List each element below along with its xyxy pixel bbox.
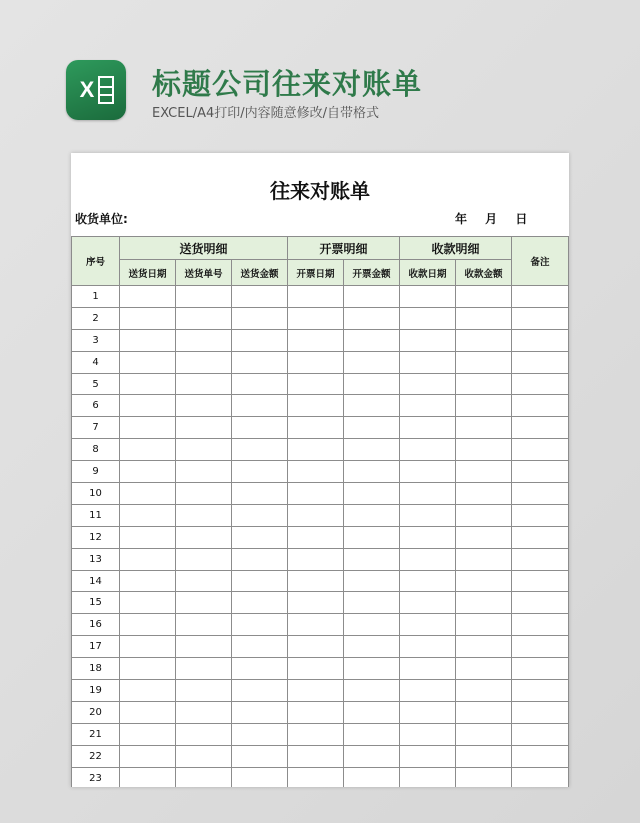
header-payment-amount: 收款金额 bbox=[456, 260, 512, 286]
table-cell[interactable] bbox=[232, 483, 288, 505]
table-cell[interactable] bbox=[512, 592, 569, 614]
table-cell[interactable] bbox=[400, 395, 456, 417]
table-cell[interactable] bbox=[344, 395, 400, 417]
table-cell[interactable] bbox=[512, 526, 569, 548]
table-cell[interactable] bbox=[456, 395, 512, 417]
table-cell[interactable] bbox=[176, 461, 232, 483]
table-cell[interactable] bbox=[120, 767, 176, 787]
table-cell[interactable] bbox=[344, 417, 400, 439]
table-cell[interactable] bbox=[288, 658, 344, 680]
table-cell[interactable] bbox=[120, 592, 176, 614]
table-cell[interactable] bbox=[512, 701, 569, 723]
table-cell[interactable] bbox=[512, 286, 569, 308]
table-cell[interactable] bbox=[288, 439, 344, 461]
table-cell[interactable] bbox=[120, 307, 176, 329]
excel-icon bbox=[66, 60, 126, 120]
table-cell[interactable] bbox=[232, 636, 288, 658]
table-cell[interactable] bbox=[344, 701, 400, 723]
row-seq: 3 bbox=[72, 329, 120, 351]
table-cell[interactable] bbox=[456, 483, 512, 505]
table-cell[interactable] bbox=[400, 723, 456, 745]
table-cell[interactable] bbox=[232, 351, 288, 373]
table-cell[interactable] bbox=[344, 592, 400, 614]
table-cell[interactable] bbox=[512, 680, 569, 702]
row-seq: 1 bbox=[72, 286, 120, 308]
table-cell[interactable] bbox=[456, 351, 512, 373]
table-cell[interactable] bbox=[232, 680, 288, 702]
table-cell[interactable] bbox=[456, 504, 512, 526]
table-cell[interactable] bbox=[176, 417, 232, 439]
table-cell[interactable] bbox=[456, 680, 512, 702]
row-seq: 22 bbox=[72, 745, 120, 767]
table-row bbox=[72, 592, 569, 614]
table-cell[interactable] bbox=[232, 745, 288, 767]
table-cell[interactable] bbox=[176, 307, 232, 329]
table-cell[interactable] bbox=[232, 461, 288, 483]
table-cell[interactable] bbox=[176, 504, 232, 526]
header-invoice-date: 开票日期 bbox=[288, 260, 344, 286]
table-cell[interactable] bbox=[288, 592, 344, 614]
table-cell[interactable] bbox=[120, 701, 176, 723]
table-row bbox=[72, 395, 569, 417]
table-row bbox=[72, 767, 569, 787]
table-row bbox=[72, 483, 569, 505]
table-row bbox=[72, 548, 569, 570]
table-cell[interactable] bbox=[400, 680, 456, 702]
header-delivery-date: 送货日期 bbox=[120, 260, 176, 286]
row-seq: 12 bbox=[72, 526, 120, 548]
table-cell[interactable] bbox=[456, 745, 512, 767]
table-cell[interactable] bbox=[344, 658, 400, 680]
header-payment: 收款明细 bbox=[400, 237, 512, 260]
table-cell[interactable] bbox=[120, 286, 176, 308]
table-row bbox=[72, 504, 569, 526]
table-row bbox=[72, 373, 569, 395]
table-cell[interactable] bbox=[512, 307, 569, 329]
row-seq: 23 bbox=[72, 767, 120, 787]
table-cell[interactable] bbox=[456, 723, 512, 745]
table-cell[interactable] bbox=[400, 745, 456, 767]
table-cell[interactable] bbox=[120, 680, 176, 702]
table-cell[interactable] bbox=[120, 417, 176, 439]
table-cell[interactable] bbox=[512, 636, 569, 658]
table-cell[interactable] bbox=[288, 307, 344, 329]
table-cell[interactable] bbox=[400, 286, 456, 308]
table-cell[interactable] bbox=[176, 658, 232, 680]
table-cell[interactable] bbox=[456, 614, 512, 636]
table-row bbox=[72, 658, 569, 680]
table-cell[interactable] bbox=[400, 701, 456, 723]
table-cell[interactable] bbox=[176, 723, 232, 745]
table-cell[interactable] bbox=[176, 701, 232, 723]
table-row bbox=[72, 417, 569, 439]
table-row bbox=[72, 307, 569, 329]
table-cell[interactable] bbox=[288, 767, 344, 787]
page-subtitle: EXCEL/A4打印/内容随意修改/自带格式 bbox=[152, 106, 380, 121]
table-cell[interactable] bbox=[232, 658, 288, 680]
page-header bbox=[0, 0, 640, 140]
table-cell[interactable] bbox=[512, 329, 569, 351]
sheet-grid-icon bbox=[98, 76, 114, 104]
table-cell[interactable] bbox=[176, 373, 232, 395]
table-cell[interactable] bbox=[120, 614, 176, 636]
table-row bbox=[72, 439, 569, 461]
table-cell[interactable] bbox=[400, 329, 456, 351]
table-cell[interactable] bbox=[344, 680, 400, 702]
table-cell[interactable] bbox=[232, 767, 288, 787]
table-cell[interactable] bbox=[288, 286, 344, 308]
table-cell[interactable] bbox=[512, 658, 569, 680]
row-seq: 11 bbox=[72, 504, 120, 526]
row-seq: 14 bbox=[72, 570, 120, 592]
row-seq: 13 bbox=[72, 548, 120, 570]
table-cell[interactable] bbox=[232, 723, 288, 745]
table-cell[interactable] bbox=[288, 483, 344, 505]
table-row bbox=[72, 680, 569, 702]
header-delivery-no: 送货单号 bbox=[176, 260, 232, 286]
table-cell[interactable] bbox=[120, 526, 176, 548]
table-cell[interactable] bbox=[400, 636, 456, 658]
row-seq: 4 bbox=[72, 351, 120, 373]
table-row bbox=[72, 526, 569, 548]
row-seq: 16 bbox=[72, 614, 120, 636]
table-cell[interactable] bbox=[456, 570, 512, 592]
table-cell[interactable] bbox=[288, 570, 344, 592]
table-cell[interactable] bbox=[456, 329, 512, 351]
table-cell[interactable] bbox=[288, 680, 344, 702]
page-title: 标题公司往来对账单 bbox=[152, 67, 423, 101]
table-cell[interactable] bbox=[400, 504, 456, 526]
table-cell[interactable] bbox=[120, 395, 176, 417]
table-cell[interactable] bbox=[456, 286, 512, 308]
table-cell[interactable] bbox=[232, 286, 288, 308]
header-delivery-amount: 送货金额 bbox=[232, 260, 288, 286]
table-cell[interactable] bbox=[512, 395, 569, 417]
table-row bbox=[72, 745, 569, 767]
row-seq: 21 bbox=[72, 723, 120, 745]
table-cell[interactable] bbox=[176, 395, 232, 417]
table-cell[interactable] bbox=[456, 658, 512, 680]
table-cell[interactable] bbox=[512, 723, 569, 745]
table-cell[interactable] bbox=[120, 658, 176, 680]
table-cell[interactable] bbox=[512, 461, 569, 483]
table-row bbox=[72, 723, 569, 745]
table-cell[interactable] bbox=[232, 592, 288, 614]
table-cell[interactable] bbox=[120, 548, 176, 570]
table-cell[interactable] bbox=[176, 526, 232, 548]
row-seq: 2 bbox=[72, 307, 120, 329]
table-cell[interactable] bbox=[456, 307, 512, 329]
table-cell[interactable] bbox=[232, 504, 288, 526]
table-row bbox=[72, 286, 569, 308]
row-seq: 9 bbox=[72, 461, 120, 483]
row-seq: 7 bbox=[72, 417, 120, 439]
table-cell[interactable] bbox=[456, 526, 512, 548]
table-cell[interactable] bbox=[344, 526, 400, 548]
table-cell[interactable] bbox=[232, 526, 288, 548]
table-cell[interactable] bbox=[232, 417, 288, 439]
table-cell[interactable] bbox=[176, 767, 232, 787]
table-row bbox=[72, 701, 569, 723]
table-cell[interactable] bbox=[456, 439, 512, 461]
table-cell[interactable] bbox=[176, 636, 232, 658]
sheet-title: 往来对账单 bbox=[270, 179, 370, 203]
table-cell[interactable] bbox=[344, 286, 400, 308]
table-cell[interactable] bbox=[344, 504, 400, 526]
spreadsheet-paper bbox=[71, 153, 569, 787]
table-cell[interactable] bbox=[344, 373, 400, 395]
reconciliation-table bbox=[71, 236, 569, 787]
table-row bbox=[72, 570, 569, 592]
table-cell[interactable] bbox=[400, 548, 456, 570]
table-cell[interactable] bbox=[400, 592, 456, 614]
table-cell[interactable] bbox=[120, 723, 176, 745]
table-cell[interactable] bbox=[400, 461, 456, 483]
table-cell[interactable] bbox=[344, 767, 400, 787]
table-cell[interactable] bbox=[400, 351, 456, 373]
table-cell[interactable] bbox=[400, 439, 456, 461]
table-cell[interactable] bbox=[120, 636, 176, 658]
table-cell[interactable] bbox=[288, 329, 344, 351]
table-cell[interactable] bbox=[232, 570, 288, 592]
table-cell[interactable] bbox=[120, 504, 176, 526]
table-cell[interactable] bbox=[288, 636, 344, 658]
table-cell[interactable] bbox=[400, 658, 456, 680]
table-cell[interactable] bbox=[400, 483, 456, 505]
table-cell[interactable] bbox=[400, 614, 456, 636]
table-cell[interactable] bbox=[288, 351, 344, 373]
table-cell[interactable] bbox=[344, 483, 400, 505]
table-cell[interactable] bbox=[176, 351, 232, 373]
table-cell[interactable] bbox=[344, 723, 400, 745]
table-cell[interactable] bbox=[176, 570, 232, 592]
table-cell[interactable] bbox=[344, 570, 400, 592]
table-cell[interactable] bbox=[120, 461, 176, 483]
table-row bbox=[72, 351, 569, 373]
table-cell[interactable] bbox=[344, 307, 400, 329]
table-row bbox=[72, 614, 569, 636]
row-seq: 18 bbox=[72, 658, 120, 680]
table-cell[interactable] bbox=[344, 439, 400, 461]
table-cell[interactable] bbox=[512, 504, 569, 526]
table-cell[interactable] bbox=[232, 439, 288, 461]
table-cell[interactable] bbox=[456, 417, 512, 439]
table-cell[interactable] bbox=[232, 373, 288, 395]
row-seq: 17 bbox=[72, 636, 120, 658]
table-cell[interactable] bbox=[344, 745, 400, 767]
table-cell[interactable] bbox=[232, 307, 288, 329]
table-cell[interactable] bbox=[512, 767, 569, 787]
table-body bbox=[72, 286, 569, 788]
table-cell[interactable] bbox=[456, 636, 512, 658]
table-cell[interactable] bbox=[232, 548, 288, 570]
table-cell[interactable] bbox=[120, 329, 176, 351]
table-row bbox=[72, 461, 569, 483]
table-cell[interactable] bbox=[120, 483, 176, 505]
table-cell[interactable] bbox=[512, 548, 569, 570]
table-cell[interactable] bbox=[456, 461, 512, 483]
table-cell[interactable] bbox=[288, 614, 344, 636]
table-cell[interactable] bbox=[456, 592, 512, 614]
header-payment-date: 收款日期 bbox=[400, 260, 456, 286]
table-cell[interactable] bbox=[400, 307, 456, 329]
table-cell[interactable] bbox=[288, 373, 344, 395]
table-cell[interactable] bbox=[400, 373, 456, 395]
table-cell[interactable] bbox=[176, 286, 232, 308]
receiver-label: 收货单位: bbox=[75, 212, 128, 226]
table-cell[interactable] bbox=[512, 373, 569, 395]
table-cell[interactable] bbox=[288, 526, 344, 548]
table-cell[interactable] bbox=[288, 395, 344, 417]
table-cell[interactable] bbox=[400, 767, 456, 787]
table-cell[interactable] bbox=[400, 526, 456, 548]
table-cell[interactable] bbox=[232, 395, 288, 417]
table-cell[interactable] bbox=[512, 745, 569, 767]
table-cell[interactable] bbox=[232, 701, 288, 723]
table-cell[interactable] bbox=[176, 614, 232, 636]
table-cell[interactable] bbox=[456, 548, 512, 570]
table-cell[interactable] bbox=[456, 373, 512, 395]
table-cell[interactable] bbox=[456, 701, 512, 723]
header-delivery: 送货明细 bbox=[120, 237, 288, 260]
table-cell[interactable] bbox=[512, 439, 569, 461]
table-cell[interactable] bbox=[344, 351, 400, 373]
table-cell[interactable] bbox=[176, 592, 232, 614]
row-seq: 5 bbox=[72, 373, 120, 395]
table-cell[interactable] bbox=[456, 767, 512, 787]
row-seq: 19 bbox=[72, 680, 120, 702]
row-seq: 6 bbox=[72, 395, 120, 417]
table-cell[interactable] bbox=[176, 329, 232, 351]
table-cell[interactable] bbox=[288, 723, 344, 745]
table-cell[interactable] bbox=[512, 417, 569, 439]
table-cell[interactable] bbox=[400, 570, 456, 592]
table-cell[interactable] bbox=[176, 745, 232, 767]
table-cell[interactable] bbox=[344, 548, 400, 570]
table-cell[interactable] bbox=[176, 483, 232, 505]
table-cell[interactable] bbox=[288, 504, 344, 526]
table-cell[interactable] bbox=[400, 417, 456, 439]
table-cell[interactable] bbox=[120, 745, 176, 767]
table-row bbox=[72, 329, 569, 351]
table-cell[interactable] bbox=[512, 351, 569, 373]
header-note: 备注 bbox=[512, 237, 569, 286]
table-cell[interactable] bbox=[232, 329, 288, 351]
table-cell[interactable] bbox=[120, 373, 176, 395]
table-cell[interactable] bbox=[344, 636, 400, 658]
table-row bbox=[72, 636, 569, 658]
header-invoice: 开票明细 bbox=[288, 237, 400, 260]
excel-letter: X bbox=[79, 77, 95, 102]
row-seq: 8 bbox=[72, 439, 120, 461]
table-cell[interactable] bbox=[512, 483, 569, 505]
table-cell[interactable] bbox=[288, 461, 344, 483]
date-label: 年 月 日 bbox=[455, 212, 528, 226]
table-cell[interactable] bbox=[120, 439, 176, 461]
table-cell[interactable] bbox=[344, 329, 400, 351]
row-seq: 10 bbox=[72, 483, 120, 505]
table-cell[interactable] bbox=[288, 548, 344, 570]
table-cell[interactable] bbox=[288, 701, 344, 723]
table-cell[interactable] bbox=[288, 417, 344, 439]
table-cell[interactable] bbox=[344, 461, 400, 483]
table-cell[interactable] bbox=[176, 548, 232, 570]
table-cell[interactable] bbox=[344, 614, 400, 636]
table-cell[interactable] bbox=[176, 439, 232, 461]
table-cell[interactable] bbox=[120, 570, 176, 592]
table-cell[interactable] bbox=[176, 680, 232, 702]
table-cell[interactable] bbox=[512, 570, 569, 592]
row-seq: 15 bbox=[72, 592, 120, 614]
row-seq: 20 bbox=[72, 701, 120, 723]
table-cell[interactable] bbox=[232, 614, 288, 636]
table-cell[interactable] bbox=[512, 614, 569, 636]
table-cell[interactable] bbox=[288, 745, 344, 767]
table-cell[interactable] bbox=[120, 351, 176, 373]
header-invoice-amount: 开票金额 bbox=[344, 260, 400, 286]
header-seq: 序号 bbox=[72, 237, 120, 286]
